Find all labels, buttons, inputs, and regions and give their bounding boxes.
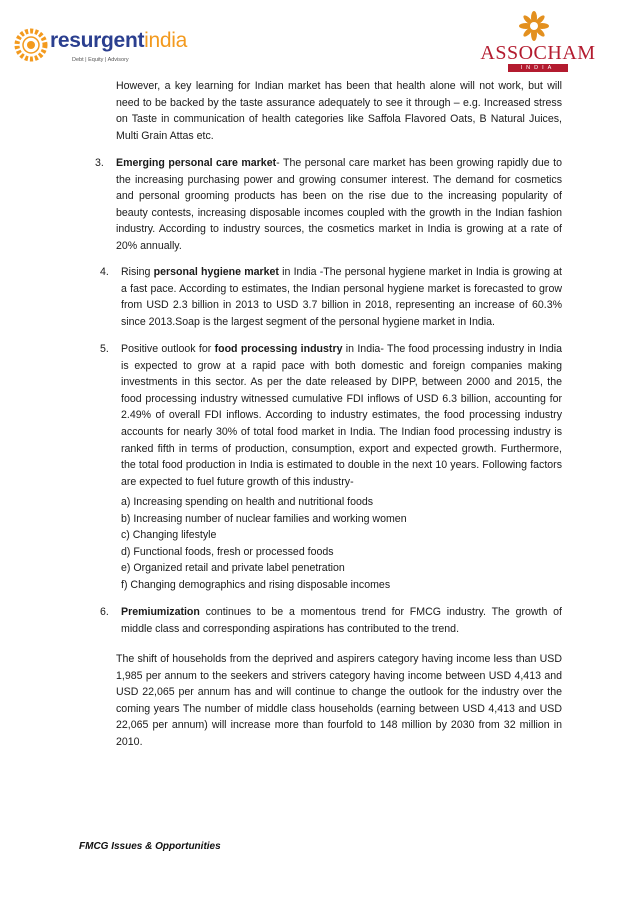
list-item-food-processing: Positive outlook for food processing industry in India- The food processing industry in India is expected to grow at a rapid pace with both domestic and foreign companies making investments in this sector. As per the date released by DIPP, between 2000 and 2015, the food processing industry witnessed cumulative FDI inflows of USD 6.3 billion, accounting for 2.49% of overall FDI inflows. According to industry estimates, the food processing industry accounts for nearly 30% of total food market in India. The Indian food processing industry is ranked fifth in terms of production, consumption, export and expected growth. Furthermore, the total food production in India is estimated to double in the next 10 years. Following factors are expected to fuel future growth of this industry- — [121, 343, 562, 488]
growth-factors-list — [121, 494, 562, 594]
list-item: e) Organized retail and private label penetration — [121, 562, 345, 575]
list-item: b) Increasing number of nuclear families and working women — [121, 512, 407, 525]
assocham-logo — [478, 10, 598, 72]
item-text: in India -The personal hygiene market in India is growing at a fast pace. According to estimates, the Indian personal hygiene market is forecasted to grow from USD 2.3 billion in 2013 to USD 3.7 billion in 2018, representing an increase of 60.3% since 2013.Soap is the largest segment of the personal hygiene market in India. — [121, 266, 562, 328]
item-number: 6. — [100, 606, 109, 618]
list-item-personal-hygiene: Rising personal hygiene market in India -The personal hygiene market in India is growing at a fast pace. According to estimates, the Indian personal hygiene market is forecasted to grow from USD 2.3 billion in 2013 to USD 3.7 billion in 2018, representing an increase of 60.3% since 2013.Soap is the largest segment of the personal hygiene market in India. — [121, 266, 562, 328]
assocham-sub: INDIA — [508, 64, 568, 72]
list-item: f) Changing demographics and rising disposable incomes — [121, 578, 391, 591]
item-text: in India- The food processing industry in India is expected to grow at a rapid pace with both domestic and foreign companies making investments in this sector. As per the date released by DIPP, between 2000 and 2015, the food processing industry witnessed cumulative FDI inflows of USD 6.3 billion, accounting for 2.49% of overall FDI inflows. According to industry estimates, the food processing industry accounts for nearly 30% of total food market in India. The Indian food processing industry is ranked fifth in terms of production, consumption, export and expected growth. Furthermore, the total food production in India is estimated to double in the next 10 years. Following factors are expected to fuel future growth of this industry- — [121, 343, 562, 488]
list-item: a) Increasing spending on health and nutritional foods — [121, 496, 374, 508]
page-footer: FMCG Issues & Opportunities — [79, 841, 221, 852]
brand-wordmark: resurgentindia — [50, 29, 188, 52]
item-number: 4. — [100, 266, 109, 278]
list-item: d) Functional foods, fresh or processed foods — [121, 545, 334, 558]
brand-tagline: Debt | Equity | Advisory — [72, 57, 129, 63]
list-item-personal-care — [116, 155, 562, 255]
item-heading: food processing industry — [214, 343, 343, 355]
item-number: 5. — [100, 343, 109, 355]
household-shift-paragraph: The shift of households from the deprived and aspirers category having income less than USD 1,985 per annum to the seekers and strivers category having income between USD 4,413 and USD 22,065 per annum has and will continue to change the outlook for the industry over the coming years The number of middle class households (earning between USD 4,413 and USD 22,065 per annum) will increase more than fourfold to 148 million by 2030 from 32 million in 2010. — [116, 653, 562, 748]
item-heading: personal hygiene market — [153, 266, 279, 278]
item-text: continues to be a momentous trend for FMCG industry. The growth of middle class and corresponding aspirations has contributed to the trend. — [121, 606, 562, 635]
resurgent-india-logo — [14, 24, 188, 68]
item-heading: Premiumization — [121, 606, 200, 618]
sunburst-logo-icon — [14, 28, 48, 62]
assocham-emblem-icon — [518, 10, 550, 42]
item-number: 3. — [95, 157, 104, 169]
item-heading: Emerging personal care market — [116, 157, 277, 169]
list-item: c) Changing lifestyle — [121, 529, 217, 542]
item-text: - The personal care market has been growing rapidly due to the increasing purchasing power and growing consumer interest. The demand for cosmetics and personal grooming products has been on the rise due to the increasing popularity of beauty contests, increasing disposable incomes coupled with the growth in the Indian fashion industry. According to industry sources, the cosmetics market in India is growing at a rate of 20% annually. — [116, 157, 563, 252]
intro-paragraph: However, a key learning for Indian market has been that health alone will not work, but will need to be backed by the taste assurance adequately to see it through – e.g. Increased stress on Taste in communication of health categories like Saffola Flavored Oats, B Natural Juices, Multi Grain Attas etc. — [116, 80, 562, 142]
assocham-name: ASSOCHAM — [480, 42, 596, 64]
list-item-premiumization — [121, 604, 562, 637]
